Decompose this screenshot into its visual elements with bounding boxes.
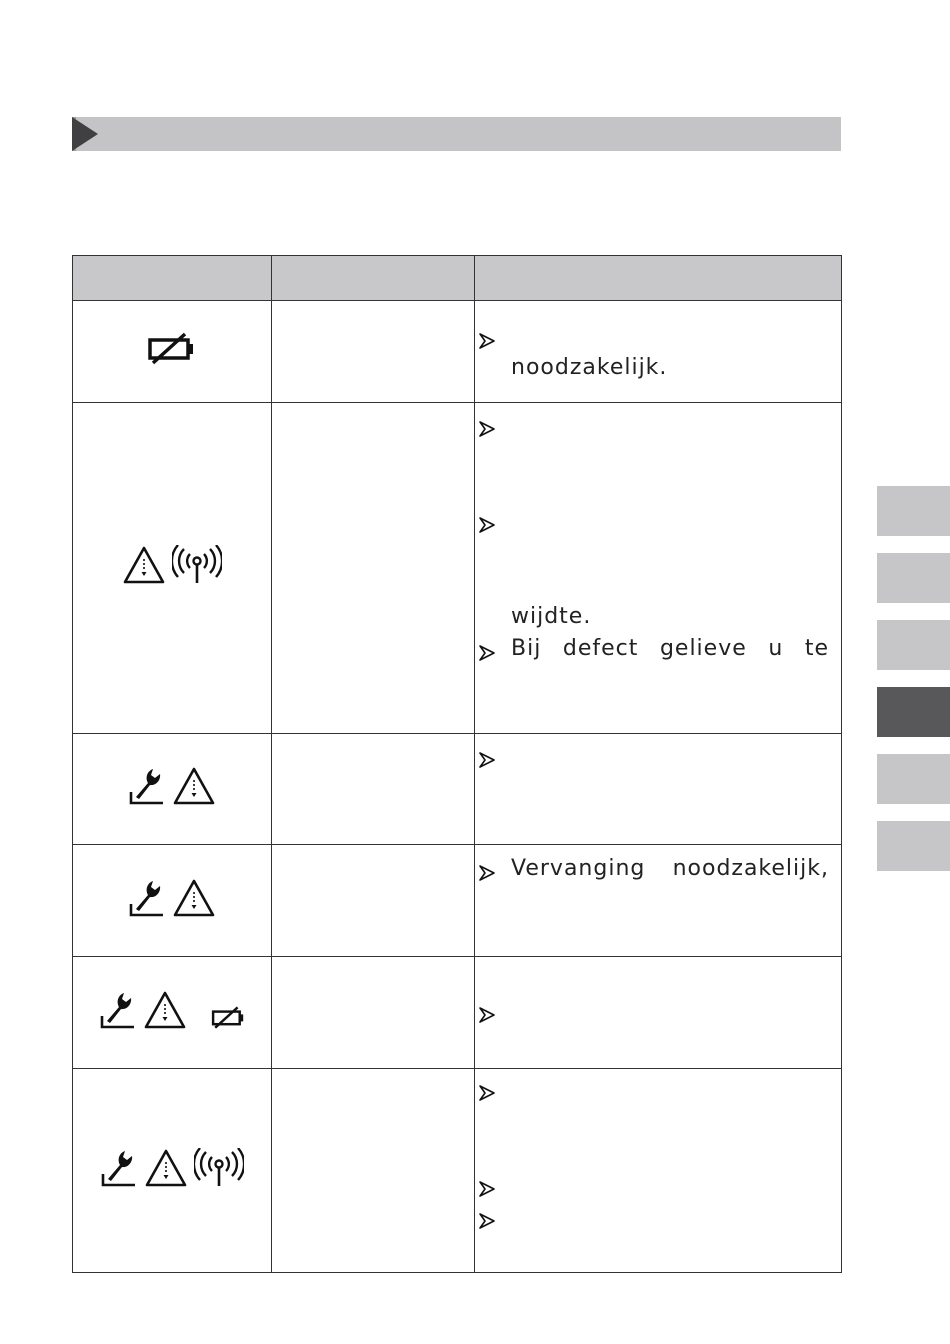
display-icons-cell (73, 301, 272, 403)
bullet-arrow-icon (478, 1080, 496, 1098)
action-line (475, 601, 829, 633)
action-text: wijdte. (511, 604, 592, 629)
header-action (475, 256, 842, 301)
action-word: te (804, 636, 829, 661)
table-header-row (73, 256, 842, 301)
warning-icon (172, 878, 216, 924)
action-line (475, 321, 829, 353)
header-status (272, 256, 475, 301)
display-icons-cell (73, 1069, 272, 1273)
bullet-arrow-icon (478, 512, 496, 530)
warning-icon (172, 766, 216, 812)
status-cell (272, 845, 475, 957)
warning-icon (144, 1148, 188, 1194)
action-line (475, 352, 829, 384)
wrench-icon (100, 1148, 138, 1194)
bullet-arrow-icon (478, 747, 496, 765)
bullet-arrow-icon (478, 1208, 496, 1226)
display-icons-cell (73, 957, 272, 1069)
radio-signal-icon (194, 1148, 244, 1194)
action-line (475, 853, 829, 885)
action-word: defect (562, 636, 639, 661)
chapter-tab-3[interactable] (877, 620, 950, 670)
action-line (475, 1169, 829, 1201)
status-table (72, 255, 842, 1273)
action-line (475, 740, 829, 772)
battery-empty-icon (211, 1006, 246, 1036)
action-word: Vervanging (511, 856, 646, 881)
section-arrow-icon (72, 117, 98, 151)
action-cell (475, 734, 842, 845)
action-cell (475, 845, 842, 957)
section-header-bar (72, 117, 841, 151)
warning-icon (143, 990, 187, 1036)
action-line (475, 995, 829, 1027)
chapter-tab-4[interactable] (877, 687, 950, 737)
action-cell (475, 957, 842, 1069)
radio-signal-icon (172, 545, 222, 591)
action-line (475, 1201, 829, 1233)
status-cell (272, 734, 475, 845)
bullet-arrow-icon (478, 416, 496, 434)
action-line (475, 1073, 829, 1105)
battery-empty-icon (147, 332, 197, 372)
bullet-arrow-icon (478, 640, 496, 658)
action-line (475, 409, 829, 441)
chapter-tab-6[interactable] (877, 821, 950, 871)
chapter-tab-2[interactable] (877, 553, 950, 603)
table-row (73, 957, 842, 1069)
display-icons-cell (73, 403, 272, 734)
action-text: noodzakelijk. (511, 355, 668, 380)
action-text (511, 633, 829, 665)
display-icons-cell (73, 734, 272, 845)
action-word: Bij (511, 636, 542, 661)
table-row (73, 734, 842, 845)
action-word: u (768, 636, 784, 661)
bullet-arrow-icon (478, 860, 496, 878)
action-line (475, 633, 829, 665)
action-line (475, 505, 829, 537)
status-cell (272, 1069, 475, 1273)
table-row (73, 403, 842, 734)
bullet-arrow-icon (478, 1002, 496, 1020)
table-row (73, 1069, 842, 1273)
action-word: noodzakelijk, (672, 856, 829, 881)
table-row (73, 301, 842, 403)
action-cell (475, 403, 842, 734)
action-cell (475, 1069, 842, 1273)
table-row (73, 845, 842, 957)
action-text (511, 853, 829, 885)
chapter-tab-1[interactable] (877, 486, 950, 536)
status-cell (272, 301, 475, 403)
wrench-icon (128, 878, 166, 924)
bullet-arrow-icon (478, 1176, 496, 1194)
wrench-icon (99, 990, 137, 1036)
bullet-arrow-icon (478, 328, 496, 346)
status-cell (272, 403, 475, 734)
chapter-tab-5[interactable] (877, 754, 950, 804)
wrench-icon (128, 766, 166, 812)
status-cell (272, 957, 475, 1069)
warning-icon (122, 545, 166, 591)
header-display (73, 256, 272, 301)
action-cell (475, 301, 842, 403)
display-icons-cell (73, 845, 272, 957)
action-word: gelieve (659, 636, 747, 661)
